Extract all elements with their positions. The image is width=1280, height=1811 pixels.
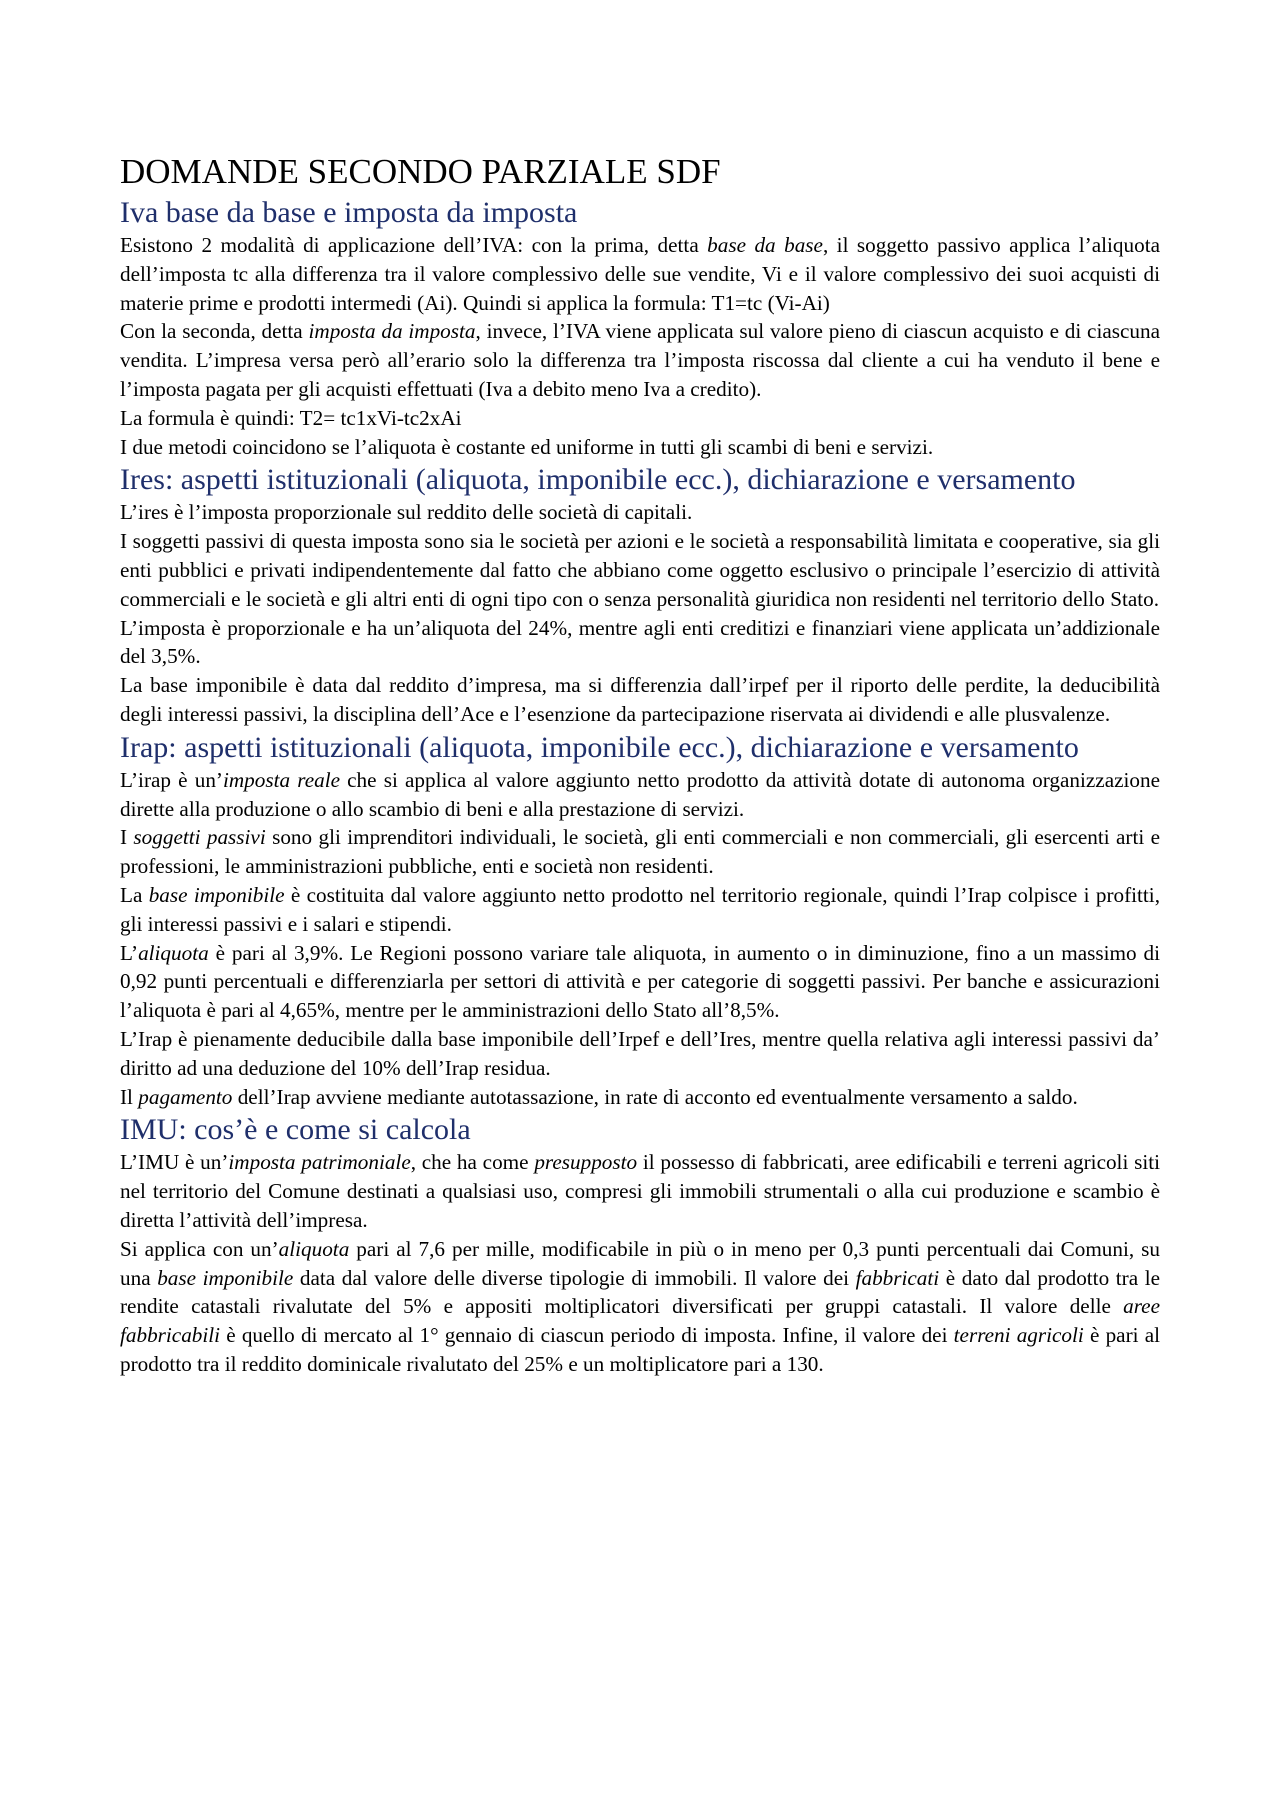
text-run: data dal valore delle diverse tipologie di immobili. Il valore dei bbox=[293, 1265, 856, 1290]
paragraph bbox=[120, 1083, 1160, 1112]
text-run: è quello di mercato al 1° gennaio di ciascun periodo di imposta. Infine, il valore dei bbox=[220, 1323, 954, 1348]
text-run: , il soggetto passivo applica l’aliquota dell’imposta tc alla differenza tra il valore complessivo delle sue vendite, Vi e il valore complessivo dei suoi acquisti di materie prime e prodotti intermedi (Ai). Quindi si applica la formula: T1=tc (Vi-Ai) bbox=[120, 233, 1160, 315]
italic-term: base da base bbox=[707, 233, 823, 257]
text-run: Il bbox=[120, 1084, 139, 1109]
text-run: L’Irap è pienamente deducibile dalla base imponibile dell’Irpef e dell’Ires, mentre quella relativa agli interessi passivi da’ diritto ad una deduzione del 10% dell’Irap residua. bbox=[120, 1026, 1160, 1080]
text-run: I soggetti passivi di questa imposta sono sia le società per azioni e le società a responsabilità limitata e cooperative, sia gli enti pubblici e privati indipendentemente dal fatto che abbiano come oggetto esclusivo o principale l’esercizio di attività commerciali e le società e gli altri enti di ogni tipo con o senza personalità giuridica non residenti nel territorio dello Stato. bbox=[120, 529, 1160, 611]
italic-term: aree fabbricabili bbox=[120, 1294, 1160, 1348]
document-page bbox=[120, 150, 1160, 1379]
text-run: il possesso di fabbricati, aree edificabili e terreni agricoli siti nel territorio del Comune destinati a qualsiasi uso, compresi gli immobili strumentali o alla cui produzione e scambio è diretta l’attività dell’impresa. bbox=[120, 1150, 1160, 1232]
paragraph bbox=[120, 404, 1160, 433]
text-run: I due metodi coincidono se l’aliquota è costante ed uniforme in tutti gli scambi di beni e servizi. bbox=[120, 434, 934, 459]
paragraph bbox=[120, 766, 1160, 824]
paragraph bbox=[120, 823, 1160, 881]
text-run: I bbox=[120, 825, 134, 850]
text-run: sono gli imprenditori individuali, le società, gli enti commerciali e non commerciali, gli esercenti arti e professioni, le amministrazioni pubbliche, enti e società non residenti. bbox=[120, 825, 1160, 879]
text-run: che si applica al valore aggiunto netto prodotto da attività dotate di autonoma organizzazione dirette alla produzione o allo scambio di beni e alla prestazione di servizi. bbox=[120, 767, 1160, 821]
text-run: L’ires è l’imposta proporzionale sul reddito delle società di capitali. bbox=[120, 500, 693, 525]
text-run: Esistono 2 modalità di applicazione dell’IVA: con la prima, detta bbox=[120, 233, 708, 257]
text-run: Si applica con un’ bbox=[120, 1236, 279, 1261]
text-run: è costituita dal valore aggiunto netto prodotto nel territorio regionale, quindi l’Irap colpisce i profitti, gli interessi passivi e i salari e stipendi. bbox=[120, 882, 1160, 936]
paragraph bbox=[120, 527, 1160, 613]
text-run: L’irap è un’ bbox=[120, 767, 223, 792]
paragraph bbox=[120, 317, 1160, 403]
text-run: , invece, l’IVA viene applicata sul valore pieno di ciascun acquisto e di ciascuna vendita. L’impresa versa però all’erario solo la differenza tra l’imposta riscossa dal cliente a cui ha venduto il bene e l’imposta pagata per gli acquisti effettuati (Iva a debito meno Iva a credito). bbox=[120, 319, 1160, 401]
text-run: La base imponibile è data dal reddito d’impresa, ma si differenzia dall’irpef per il riporto delle perdite, la deducibilità degli interessi passivi, la disciplina dell’Ace e l’esenzione da partecipazione riservata ai dividendi e alle plusvalenze. bbox=[120, 673, 1160, 726]
italic-term: fabbricati bbox=[855, 1265, 940, 1290]
paragraph bbox=[120, 614, 1160, 672]
text-run: Con la seconda, detta bbox=[120, 319, 309, 344]
text-run: è pari al 3,9%. Le Regioni possono variare tale aliquota, in aumento o in diminuzione, fino a un massimo di 0,92 punti percentuali e differenziarla per settori di attività e per categorie di soggetti passivi. Per banche e assicurazioni l’aliquota è pari al 4,65%, mentre per le amministrazioni dello Stato all’8,5%. bbox=[120, 940, 1160, 1023]
text-run: L’IMU è un’ bbox=[120, 1150, 229, 1175]
italic-term: imposta da imposta bbox=[308, 319, 476, 344]
text-run: L’ bbox=[120, 940, 139, 965]
paragraph bbox=[120, 498, 1160, 527]
italic-term: imposta reale bbox=[222, 767, 340, 792]
paragraph bbox=[120, 1148, 1160, 1234]
italic-term: aliquota bbox=[278, 1236, 350, 1261]
text-run: La bbox=[120, 882, 149, 907]
italic-term: soggetti passivi bbox=[133, 825, 266, 850]
text-run: è pari al prodotto tra il reddito dominicale rivalutato del 25% e un moltiplicatore pari a 130. bbox=[120, 1323, 1160, 1376]
italic-term: presupposto bbox=[534, 1150, 638, 1175]
text-run: L’imposta è proporzionale e ha un’aliquota del 24%, mentre agli enti creditizi e finanziari viene applicata un’addizionale del 3,5%. bbox=[120, 615, 1160, 669]
text-run: dell’Irap avviene mediante autotassazione, in rate di acconto ed eventualmente versamento a saldo. bbox=[232, 1084, 1078, 1109]
italic-term: imposta patrimoniale bbox=[228, 1150, 411, 1175]
document-body bbox=[120, 194, 1160, 1379]
document-title: DOMANDE SECONDO PARZIALE SDF bbox=[120, 152, 721, 191]
section-heading: Ires: aspetti istituzionali (aliquota, imponibile ecc.), dichiarazione e versamento bbox=[120, 463, 1076, 497]
italic-term: terreni agricoli bbox=[953, 1323, 1084, 1348]
paragraph bbox=[120, 1025, 1160, 1083]
paragraph bbox=[120, 939, 1160, 1025]
italic-term: base imponibile bbox=[148, 882, 285, 907]
italic-term: base imponibile bbox=[157, 1265, 294, 1290]
section-heading: IMU: cos’è e come si calcola bbox=[120, 1113, 471, 1147]
section-heading: Irap: aspetti istituzionali (aliquota, imponibile ecc.), dichiarazione e versamento bbox=[120, 730, 1079, 764]
paragraph bbox=[120, 433, 1160, 462]
italic-term: pagamento bbox=[138, 1084, 233, 1109]
paragraph bbox=[120, 1235, 1160, 1379]
paragraph bbox=[120, 231, 1160, 317]
italic-term: aliquota bbox=[138, 940, 209, 965]
section-heading: Iva base da base e imposta da imposta bbox=[120, 196, 578, 229]
text-run: La formula è quindi: T2= tc1xVi-tc2xAi bbox=[120, 405, 462, 430]
text-run: pari al 7,6 per mille, modificabile in più o in meno per 0,3 punti percentuali dai Comuni, su una bbox=[120, 1236, 1160, 1290]
text-run: è dato dal prodotto tra le rendite catastali rivalutate del 5% e appositi moltiplicatori diversificati per gruppi catastali. Il valore delle bbox=[120, 1265, 1161, 1319]
paragraph bbox=[120, 671, 1160, 729]
text-run: , che ha come bbox=[410, 1150, 535, 1175]
paragraph bbox=[120, 881, 1160, 939]
